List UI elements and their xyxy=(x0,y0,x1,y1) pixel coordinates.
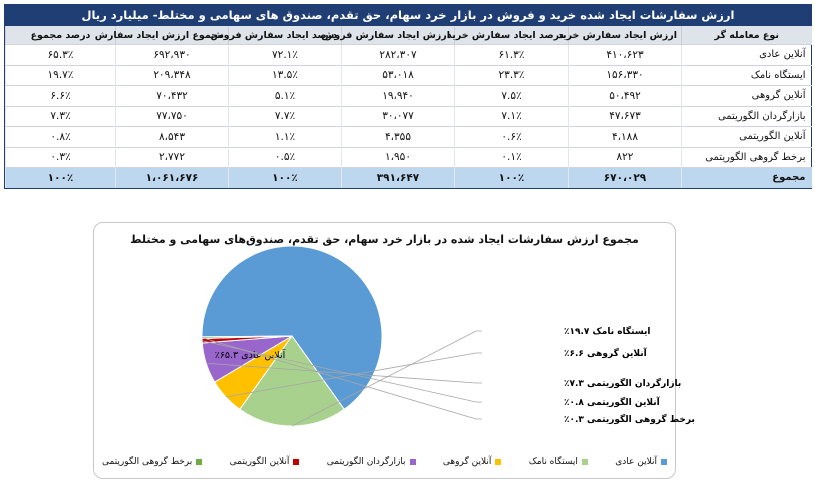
cell-total-value: ۸،۵۴۳ xyxy=(116,127,229,148)
table-title: ارزش سفارشات ایجاد شده خرید و فروش در بازار خرد سهام، حق تقدم، صندوق های سهامی و مختلط- میلیارد ریال xyxy=(5,5,811,26)
col-header-buy-value: ارزش ایجاد سفارش خرید xyxy=(569,26,682,45)
cell-type: آنلاین عادی xyxy=(682,45,812,66)
legend-label: آنلاین الگوریتمی xyxy=(229,457,290,467)
cell-buy-percent: ۲۳.۳٪ xyxy=(455,65,569,86)
cell-sell-value-total: ۳۹۱،۶۴۷ xyxy=(342,168,455,188)
legend-swatch xyxy=(293,459,299,465)
cell-type: آنلاین گروهی xyxy=(682,86,812,107)
cell-total-percent: ۰.۸٪ xyxy=(6,127,116,148)
cell-type: برخط گروهی الگوریتمی xyxy=(682,147,812,168)
cell-total-percent: ۰.۳٪ xyxy=(6,147,116,168)
cell-buy-percent-total: ۱۰۰٪ xyxy=(455,168,569,188)
cell-buy-percent: ۰.۱٪ xyxy=(455,147,569,168)
cell-total-value: ۲،۷۷۲ xyxy=(116,147,229,168)
cell-type: آنلاین الگوریتمی xyxy=(682,127,812,148)
col-header-total-percent: درصد مجموع xyxy=(6,26,116,45)
legend-item-bazargardan-algorithmic xyxy=(327,457,416,467)
cell-sell-value: ۱،۹۵۰ xyxy=(342,147,455,168)
table-row xyxy=(6,86,812,107)
cell-sell-percent: ۷۲.۱٪ xyxy=(229,45,342,66)
table-row xyxy=(6,147,812,168)
legend-label: آنلاین گروهی xyxy=(442,457,492,467)
cell-sell-value: ۲۸۲،۳۰۷ xyxy=(342,45,455,66)
chart-title: مجموع ارزش سفارشات ایجاد شده در بازار خرد سهام، حق تقدم، صندوق‌های سهامی و مختلط xyxy=(130,233,639,246)
legend-swatch xyxy=(582,459,588,465)
table-row xyxy=(6,65,812,86)
cell-sell-percent: ۱۳.۵٪ xyxy=(229,65,342,86)
data-table xyxy=(5,26,812,188)
cell-buy-percent: ۷.۵٪ xyxy=(455,86,569,107)
cell-buy-value: ۸۲۲ xyxy=(569,147,682,168)
legend-swatch xyxy=(495,459,501,465)
cell-total-value: ۷۷،۷۵۰ xyxy=(116,106,229,127)
col-header-buy-percent: درصد ایجاد سفارش خرید xyxy=(455,26,569,45)
cell-total-value: ۷۰،۴۳۲ xyxy=(116,86,229,107)
cell-buy-value: ۵۰،۴۹۲ xyxy=(569,86,682,107)
table-row xyxy=(6,127,812,148)
cell-total-percent: ۶.۶٪ xyxy=(6,86,116,107)
cell-buy-value: ۴۷،۶۷۳ xyxy=(569,106,682,127)
cell-buy-percent: ۰.۶٪ xyxy=(455,127,569,148)
cell-total-percent: ۱۹.۷٪ xyxy=(6,65,116,86)
col-header-type: نوع معامله گر xyxy=(682,26,812,45)
cell-sell-percent: ۱.۱٪ xyxy=(229,127,342,148)
total-row xyxy=(6,168,812,188)
cell-total-value-total: ۱،۰۶۱،۶۷۶ xyxy=(116,168,229,188)
data-label-bazargardan-algorithmic: بازارگردان الگوریتمی ۷.۳٪ xyxy=(564,379,682,389)
data-label-aneline-adi: آنلاین عادی ۶۵.۳٪ xyxy=(214,350,286,361)
col-header-sell-percent: درصد ایجاد سفارش فروش xyxy=(229,26,342,45)
legend-item-barkhat-gorouhi xyxy=(102,457,202,467)
data-label-barkhat-gorouhi: برخط گروهی الگوریتمی ۰.۳٪ xyxy=(564,415,695,425)
legend-label: بازارگردان الگوریتمی xyxy=(326,457,406,467)
cell-sell-percent: ۰.۵٪ xyxy=(229,147,342,168)
cell-total-percent-total: ۱۰۰٪ xyxy=(6,168,116,188)
cell-type: ایستگاه نامک xyxy=(682,65,812,86)
legend-swatch xyxy=(410,459,416,465)
cell-total-percent: ۷.۳٪ xyxy=(6,106,116,127)
table-row xyxy=(6,106,812,127)
cell-buy-value: ۴،۱۸۸ xyxy=(569,127,682,148)
legend-item-aneline-adi xyxy=(615,457,667,467)
legend-swatch xyxy=(196,459,202,465)
cell-sell-value: ۵۳،۰۱۸ xyxy=(342,65,455,86)
legend-swatch xyxy=(661,459,667,465)
cell-sell-value: ۱۹،۹۴۰ xyxy=(342,86,455,107)
cell-sell-percent: ۵.۱٪ xyxy=(229,86,342,107)
legend-label: آنلاین عادی xyxy=(615,457,657,467)
cell-sell-value: ۴،۳۵۵ xyxy=(342,127,455,148)
pie-chart-panel xyxy=(93,222,695,479)
cell-sell-value: ۳۰،۰۷۷ xyxy=(342,106,455,127)
data-label-aneline-algorithmic: آنلاین الگوریتمی ۰.۸٪ xyxy=(564,398,660,408)
legend-label: ایستگاه نامک xyxy=(528,457,578,467)
cell-type: بازارگردان الگوریتمی xyxy=(682,106,812,127)
cell-buy-value-total: ۶۷۰،۰۲۹ xyxy=(569,168,682,188)
col-header-total-value: مجموع ارزش ایجاد سفارش xyxy=(116,26,229,45)
data-label-aneline-gorouhi: آنلاین گروهی ۶.۶٪ xyxy=(564,349,647,359)
legend-item-aneline-gorouhi xyxy=(443,457,501,467)
cell-buy-percent: ۶۱.۳٪ xyxy=(455,45,569,66)
cell-total-value: ۲۰۹،۳۴۸ xyxy=(116,65,229,86)
order-value-table xyxy=(4,4,812,189)
cell-total-value: ۶۹۲،۹۳۰ xyxy=(116,45,229,66)
legend-label: برخط گروهی الگوریتمی xyxy=(102,457,193,467)
legend-item-aneline-algorithmic xyxy=(230,457,300,467)
col-header-sell-value: ارزش ایجاد سفارش فروش xyxy=(342,26,455,45)
cell-total-label: مجموع xyxy=(682,168,812,188)
cell-buy-percent: ۷.۱٪ xyxy=(455,106,569,127)
cell-sell-percent: ۷.۷٪ xyxy=(229,106,342,127)
pie-chart xyxy=(94,223,695,478)
cell-sell-percent-total: ۱۰۰٪ xyxy=(229,168,342,188)
cell-buy-value: ۴۱۰،۶۲۳ xyxy=(569,45,682,66)
cell-buy-value: ۱۵۶،۳۳۰ xyxy=(569,65,682,86)
chart-legend xyxy=(102,457,667,467)
legend-item-istgah-namak xyxy=(529,457,588,467)
data-label-istgah-namak: ایستگاه نامک ۱۹.۷٪ xyxy=(564,327,651,337)
table-row xyxy=(6,45,812,66)
header-row xyxy=(6,26,812,45)
cell-total-percent: ۶۵.۳٪ xyxy=(6,45,116,66)
